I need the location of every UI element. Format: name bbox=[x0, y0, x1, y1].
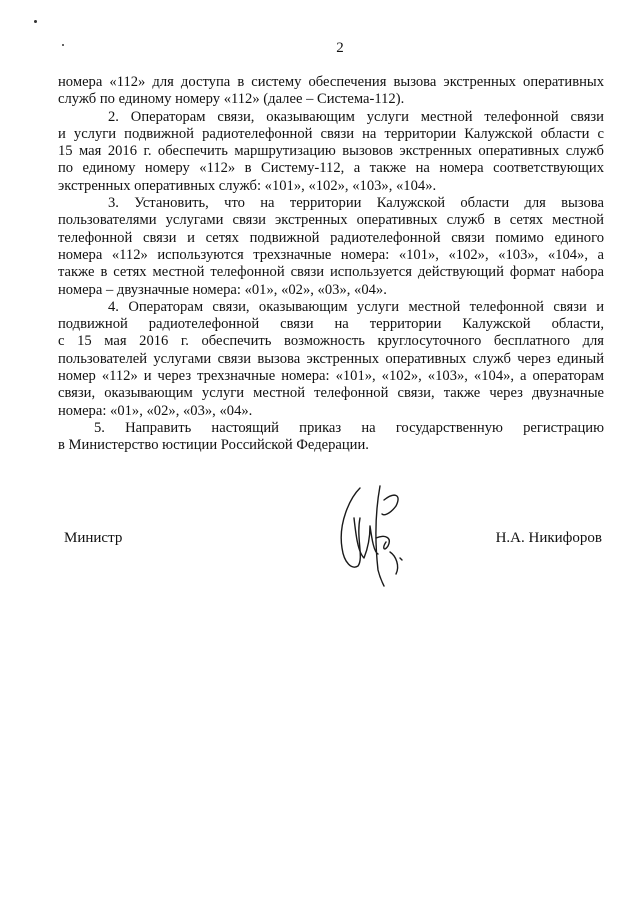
text-line: также в сетях местной телефонной связи используется действующий формат набора bbox=[58, 264, 604, 281]
paragraph-4 bbox=[58, 299, 604, 420]
paragraph-3 bbox=[58, 195, 604, 299]
text-line: 15 мая 2016 г. обеспечить маршрутизацию вызовов экстренных оперативных служб bbox=[58, 143, 604, 160]
text-line: экстренных оперативных служб: «101», «102», «103», «104». bbox=[58, 177, 437, 194]
paragraph-5 bbox=[58, 420, 604, 455]
text-line: номера «112» используются трехзначные номера: «101», «102», «103», «104», а bbox=[58, 246, 604, 263]
text-line: номера «112» для доступа в систему обеспечения вызова экстренных оперативных bbox=[58, 74, 604, 90]
text-line: 2. Операторам связи, оказывающим услуги местной телефонной связи bbox=[108, 108, 604, 125]
text-line: пользователей услугами связи вызова экстренных оперативных служб через единый bbox=[58, 350, 604, 367]
text-line: служб по единому номеру «112» (далее – Система-112). bbox=[58, 91, 405, 108]
document-body bbox=[58, 74, 604, 455]
text-line: пользователями услугами связи экстренных оперативных служб в сетях местной bbox=[58, 212, 604, 229]
text-line: с 15 мая 2016 г. обеспечить возможность круглосуточного бесплатного для bbox=[58, 333, 604, 350]
text-line: телефонной связи и сетях подвижной радиотелефонной связи помимо единого bbox=[58, 229, 604, 246]
signatory-name: Н.А. Никифоров bbox=[495, 530, 602, 546]
paragraph-2 bbox=[58, 109, 604, 195]
text-line: в Министерство юстиции Российской Федерации. bbox=[58, 437, 369, 454]
text-line: 5. Направить настоящий приказ на государственную регистрацию bbox=[94, 419, 604, 436]
text-line: связи, оказывающим услуги местной телефонной связи, также через двузначные bbox=[58, 385, 604, 402]
text-line: 4. Операторам связи, оказывающим услуги местной телефонной связи и bbox=[108, 298, 604, 315]
page-number: 2 bbox=[336, 40, 344, 56]
handwritten-signature bbox=[330, 478, 420, 588]
text-line: по единому номеру «112» в Систему-112, а также на номера соответствующих bbox=[58, 160, 604, 177]
scan-speck bbox=[34, 20, 37, 23]
text-line: подвижной радиотелефонной связи на территории Калужской области, bbox=[58, 316, 604, 333]
text-line: 3. Установить, что на территории Калужской области для вызова bbox=[108, 195, 604, 212]
signatory-position: Министр bbox=[64, 530, 123, 546]
text-line: номер «112» и через трехзначные номера: «101», «102», «103», «104», а операторам bbox=[58, 368, 604, 385]
text-line: и услуги подвижной радиотелефонной связи на территории Калужской области с bbox=[58, 125, 604, 142]
paragraph-1 bbox=[58, 74, 604, 109]
text-line: номера: «01», «02», «03», «04». bbox=[58, 402, 253, 419]
text-line: номера – двузначные номера: «01», «02», «03», «04». bbox=[58, 281, 387, 298]
